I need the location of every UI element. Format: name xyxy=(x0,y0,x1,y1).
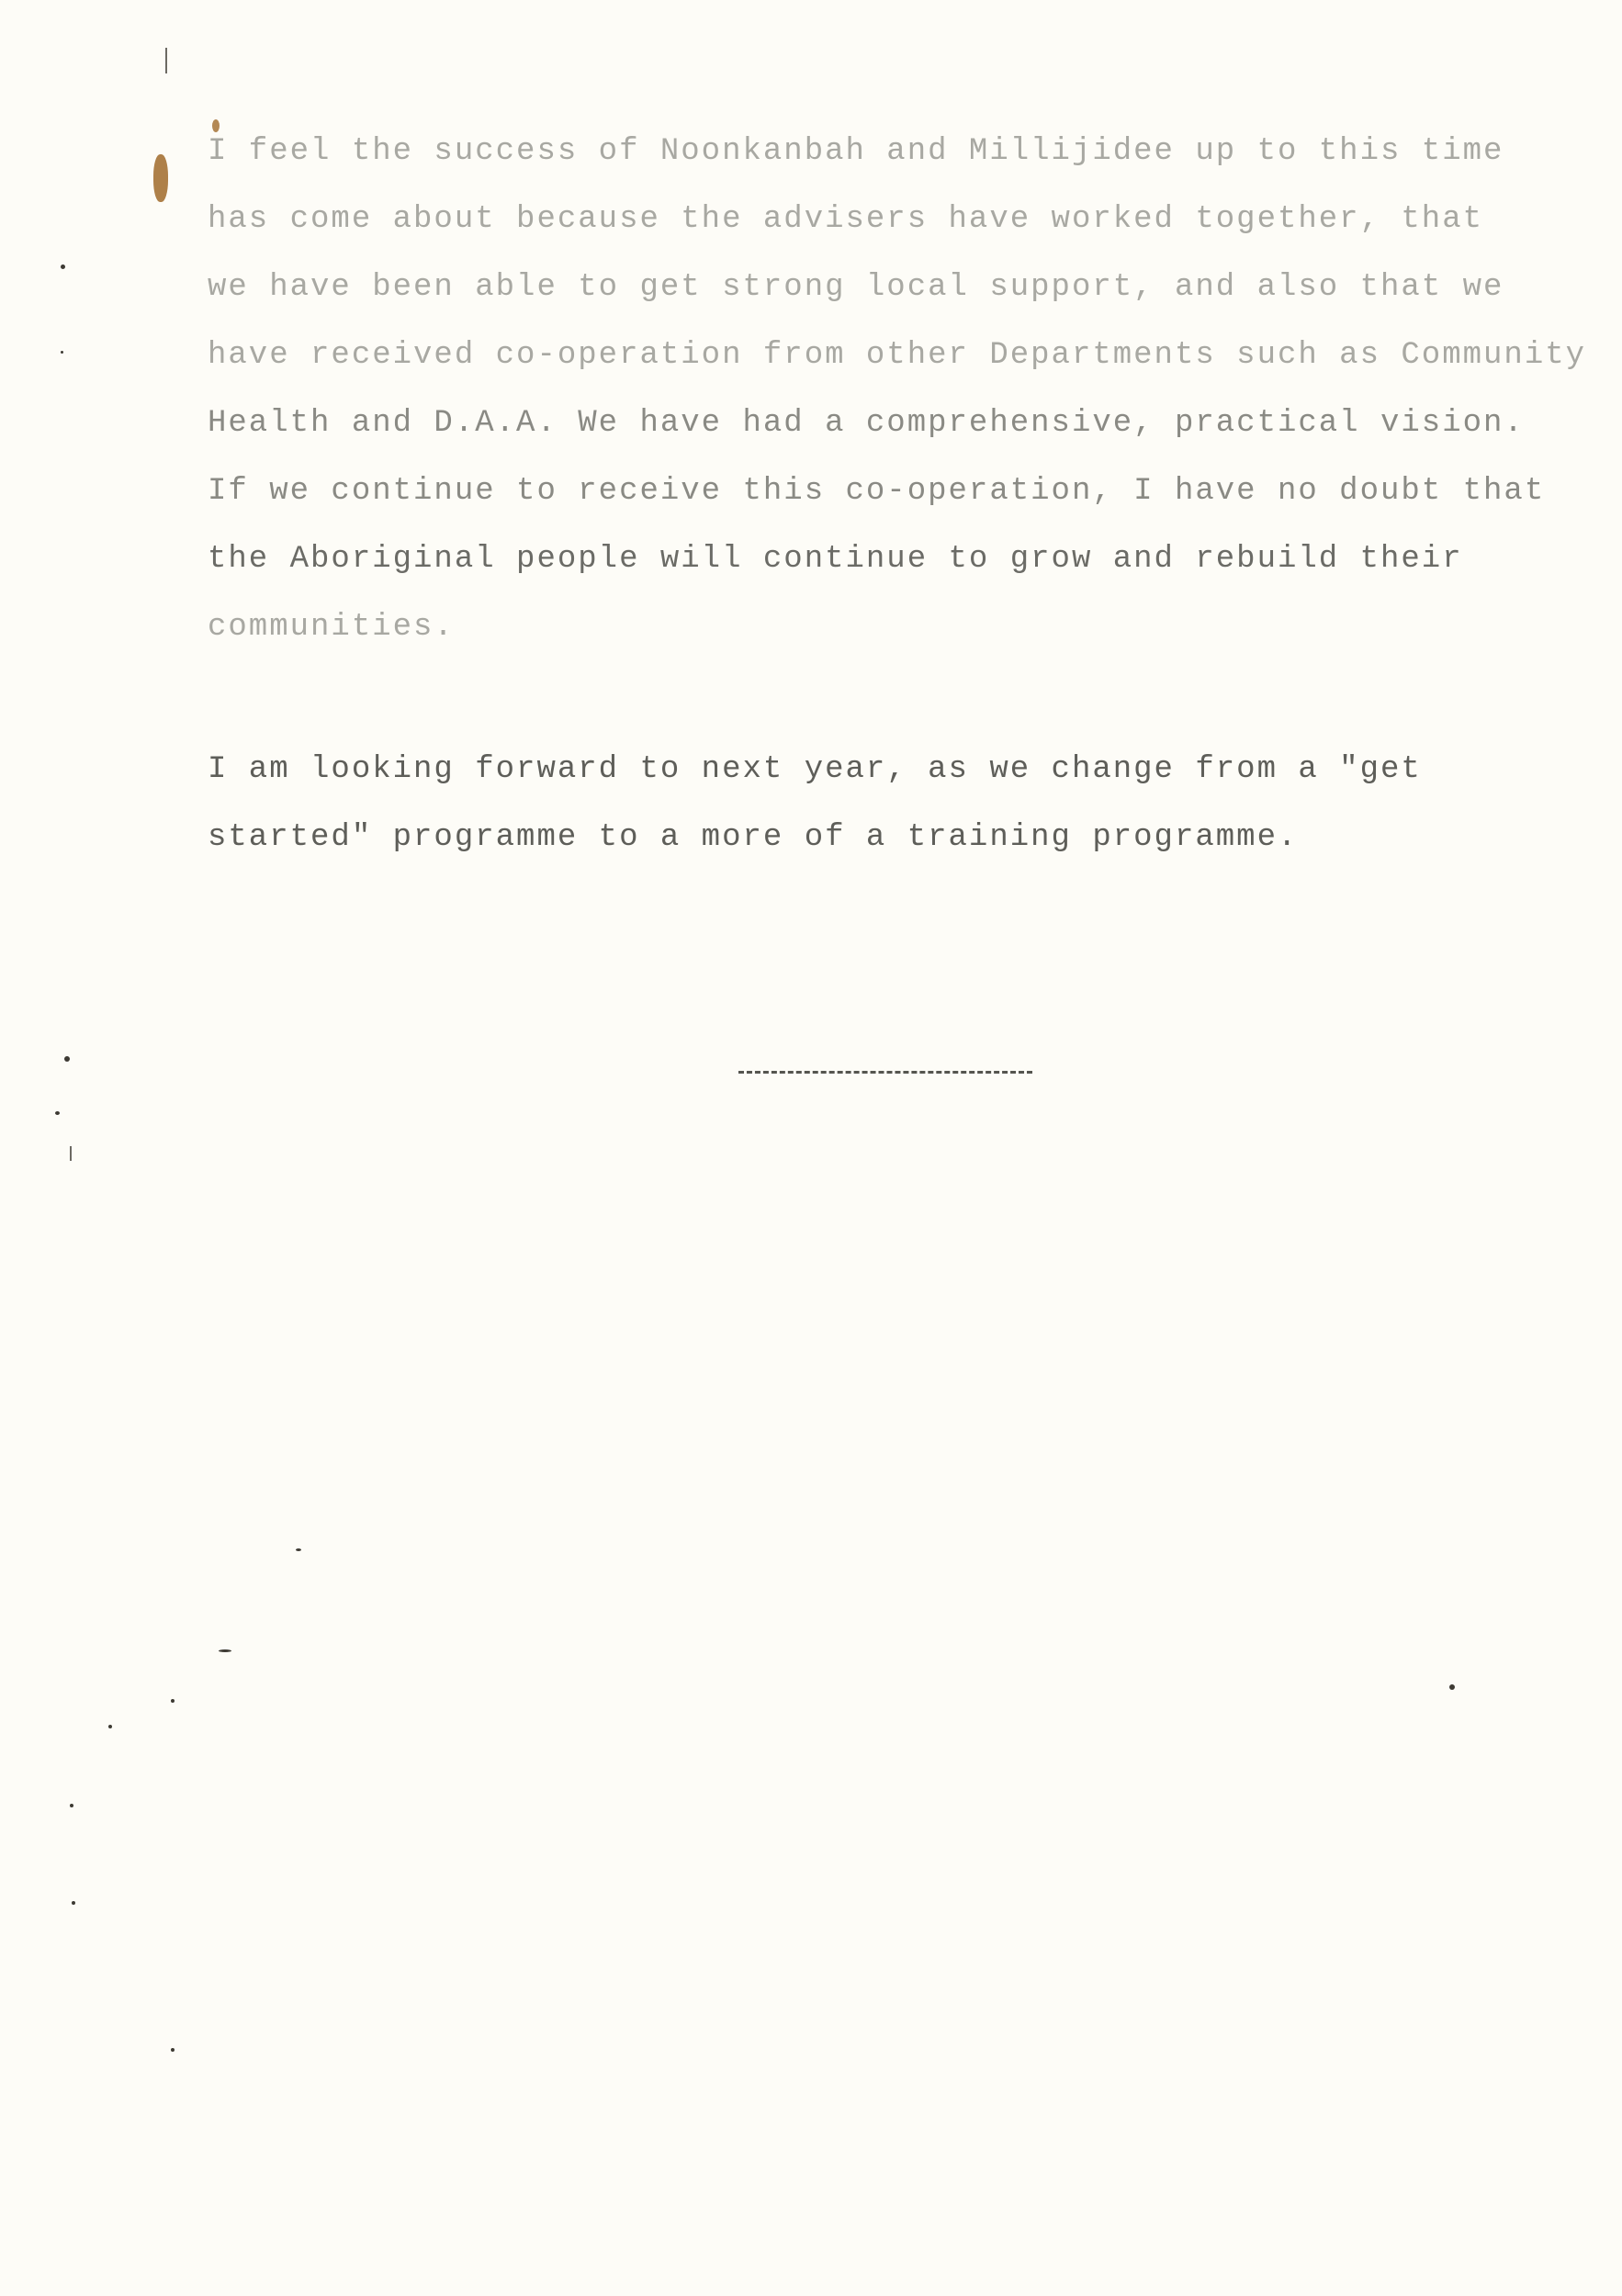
text-line: I feel the success of Noonkanbah and Millijidee up to this time xyxy=(208,134,1504,169)
text-line: the Aboriginal people will continue to grow and rebuild their xyxy=(208,542,1463,577)
paper-speck xyxy=(72,1901,75,1905)
paragraph-next-year xyxy=(208,736,1422,872)
text-line: we have been able to get strong local support, and also that we xyxy=(208,270,1504,305)
rust-stain xyxy=(153,154,168,202)
paper-speck xyxy=(64,1056,70,1062)
paper-speck xyxy=(70,1804,73,1807)
text-line: If we continue to receive this co-operation, I have no doubt that xyxy=(208,474,1546,509)
text-line: have received co-operation from other Departments such as Community xyxy=(208,338,1587,373)
text-line: started" programme to a more of a training programme. xyxy=(208,820,1299,855)
paper-speck xyxy=(55,1111,60,1115)
paper-speck xyxy=(219,1649,231,1652)
paper-speck xyxy=(171,1699,175,1703)
paper-speck xyxy=(1449,1684,1455,1690)
paper-speck xyxy=(61,351,63,354)
paper-speck xyxy=(108,1725,112,1728)
paper-speck xyxy=(296,1548,301,1551)
paper-speck xyxy=(171,2048,175,2052)
margin-mark xyxy=(70,1146,72,1161)
text-line: has come about because the advisers have worked together, that xyxy=(208,202,1484,237)
margin-mark xyxy=(165,48,167,73)
text-line: communities. xyxy=(208,610,455,645)
closing-dashed-rule xyxy=(738,1071,1032,1074)
text-line: I am looking forward to next year, as we change from a "get xyxy=(208,752,1422,787)
text-line: Health and D.A.A. We have had a comprehensive, practical vision. xyxy=(208,406,1525,441)
paragraph-success-factors xyxy=(208,118,1585,661)
paper-speck xyxy=(61,264,65,269)
